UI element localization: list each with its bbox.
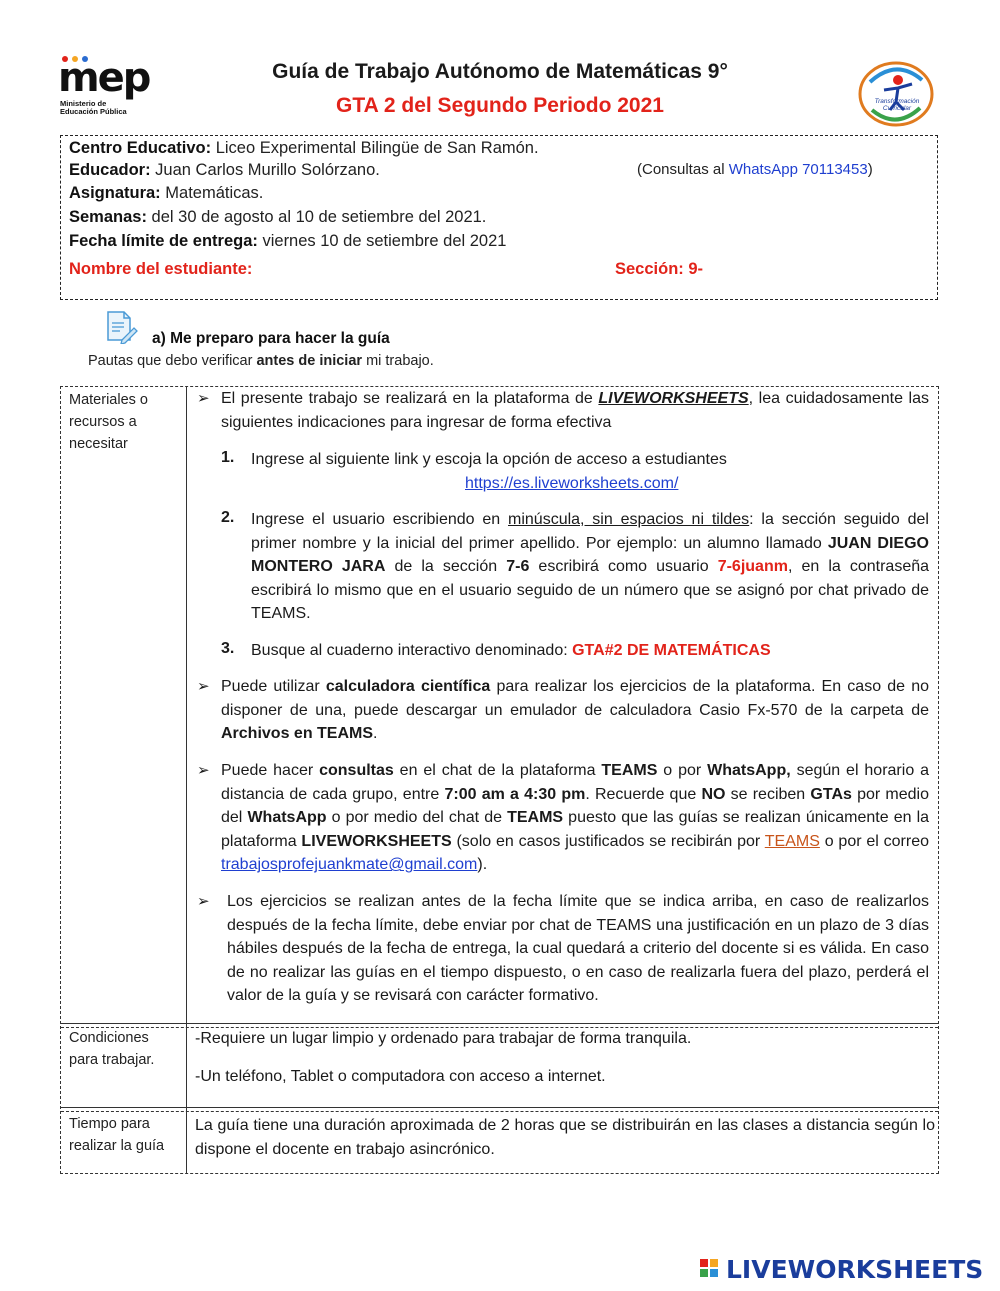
tc-logo-text	[866, 98, 928, 112]
liveworksheets-brand: LIVEWORKSHEETS	[726, 1255, 984, 1284]
step-2-number: 2.	[221, 509, 235, 526]
row1-label-line-1: Materiales o	[69, 392, 148, 408]
centro-label: Centro Educativo:	[69, 139, 212, 157]
teams-link[interactable]: TEAMS	[764, 832, 820, 850]
n2-c: de la sección	[385, 558, 507, 576]
row-divider-2b	[61, 1111, 938, 1112]
b3-teams: TEAMS	[601, 762, 658, 779]
n2-example-section: 7-6	[506, 558, 530, 576]
bullet-arrow-icon: ➢	[197, 893, 210, 910]
b3-hours: 7:00 am a 4:30 pm	[444, 785, 586, 803]
tc-logo-line-2: Curricular	[882, 105, 912, 112]
tiempo-text: La guía tiene una duración aproximada de 2 horas que se distribuirán en las clases a distancia según lo dispone el docente en trabajo asincrónico.	[195, 1117, 935, 1158]
row-label-materiales	[69, 389, 148, 455]
bullet-2-text	[221, 675, 929, 746]
b3-f: se reciben	[725, 785, 811, 803]
n2-example-name: JUAN DIEGO MONTERO JARA	[251, 534, 929, 576]
step-1-number: 1.	[221, 449, 235, 466]
nombre-estudiante-label: Nombre del estudiante:	[69, 260, 253, 278]
centro-educativo-line	[69, 139, 539, 158]
b3-e: . Recuerde que	[585, 785, 702, 803]
tc-logo-line-1: Transformación	[874, 98, 920, 105]
n2-underlined: minúscula, sin espacios ni tildes	[508, 511, 750, 528]
lw-square-blue	[710, 1269, 718, 1277]
n2-e: , en la contraseña escribirá lo mismo que en el usuario seguido de un número que se asignó por chat privado de TEAMS.	[251, 558, 930, 623]
requirements-table	[60, 386, 939, 1174]
seccion-label: Sección: 9-	[615, 260, 704, 278]
liveworksheets-footer-logo	[698, 1255, 998, 1285]
table-column-divider	[186, 387, 187, 1173]
page-subtitle: GTA 2 del Segundo Periodo 2021	[336, 94, 664, 117]
centro-value: Liceo Experimental Bilingüe de San Ramón.	[211, 139, 539, 157]
semanas-line	[69, 208, 486, 227]
mep-logo-text: mep	[58, 55, 150, 101]
b2-c: .	[373, 725, 378, 743]
fecha-value: viernes 10 de setiembre del 2021	[257, 232, 507, 250]
info-box	[60, 135, 938, 300]
email-link[interactable]: trabajosprofejuankmate@gmail.com	[221, 856, 478, 874]
n2-example-user: 7-6juanm	[717, 558, 788, 576]
transformacion-curricular-logo	[856, 60, 936, 128]
asignatura-value: Matemáticas.	[160, 184, 264, 202]
b3-k: o por el correo	[819, 832, 930, 850]
bullet-4-text: Los ejercicios se realizan antes de la fecha límite que se indica arriba, en caso de realizarlos después de la fecha límite, debe enviar por chat de TEAMS una justificación en un plazo de 3 días hábiles después de la fecha de entrega, la cual quedará a criterio del docente si es válida. En caso de no realizar las guías en el tiempo dispuesto, o en caso de realizarla fuera del plazo, perderá el valor de la guía y se revisará con carácter formativo.	[227, 893, 929, 1005]
educador-line	[69, 161, 380, 180]
n2-d: escribirá como usuario	[529, 558, 718, 576]
b3-liveworksheets: LIVEWORKSHEETS	[301, 832, 452, 850]
bullet-arrow-icon: ➢	[197, 390, 210, 407]
n3-notebook-name: GTA#2 DE MATEMÁTICAS	[572, 642, 771, 659]
section-a-subtitle	[88, 353, 434, 369]
b3-h: o por medio del chat de	[326, 809, 508, 827]
liveworksheets-link-line	[465, 472, 865, 496]
step-3-number: 3.	[221, 640, 235, 657]
row-label-tiempo	[69, 1113, 164, 1157]
bullet-arrow-icon: ➢	[197, 762, 210, 779]
b3-c: o por	[657, 762, 708, 779]
educador-value: Juan Carlos Murillo Solórzano.	[150, 161, 380, 179]
semanas-label: Semanas:	[69, 208, 147, 226]
step-3-text	[251, 639, 929, 663]
n3-text: Busque al cuaderno interactivo denominado:	[251, 642, 573, 659]
b3-a: Puede hacer	[221, 762, 320, 779]
fecha-label: Fecha límite de entrega:	[69, 232, 258, 250]
row1-label-line-3: necesitar	[69, 436, 128, 452]
subtitle-bold: antes de iniciar	[256, 353, 363, 369]
consultas-post: )	[867, 161, 873, 178]
b3-l: ).	[477, 856, 488, 874]
row-divider-2	[61, 1107, 938, 1108]
educador-label: Educador:	[69, 161, 151, 179]
asignatura-label: Asignatura:	[69, 184, 161, 202]
tc-logo-graphic	[856, 60, 936, 128]
row2-label-line-2: para trabajar.	[69, 1052, 155, 1068]
b3-i: puesto que las guías se realizan únicamente en la plataforma	[221, 809, 930, 850]
semanas-value: del 30 de agosto al 10 de setiembre del 2021.	[146, 208, 487, 226]
n2-b: : la sección seguido del primer nombre y la inicial del primer apellido. Por ejemplo: un alumno llamado	[251, 511, 929, 552]
b3-whatsapp-2: WhatsApp	[247, 809, 327, 827]
b2-calculadora: calculadora científica	[325, 678, 491, 695]
bullet-arrow-icon: ➢	[197, 678, 210, 695]
lw-square-yellow	[710, 1259, 718, 1267]
b1-pre: El presente trabajo se realizará en la plataforma de	[221, 390, 599, 407]
b3-gtas: GTAs	[810, 785, 852, 803]
asignatura-line	[69, 184, 263, 203]
bullet-1-text	[221, 387, 929, 434]
b3-b: en el chat de la plataforma	[393, 762, 602, 779]
page-title: Guía de Trabajo Autónomo de Matemáticas 9°	[272, 60, 728, 83]
b2-b: para realizar los ejercicios de la plataforma. En caso de no disponer de una, puede descargar un emulador de calculadora Casio Fx-570 de la carpeta de	[221, 678, 930, 719]
b3-no: NO	[701, 785, 726, 803]
fecha-limite-line	[69, 232, 506, 251]
condiciones-line-1: -Requiere un lugar limpio y ordenado para trabajar de forma tranquila.	[195, 1030, 692, 1047]
b2-archivos: Archivos en TEAMS	[221, 725, 374, 743]
b2-a: Puede utilizar	[221, 678, 326, 695]
row-label-condiciones	[69, 1027, 154, 1071]
consultas-pre: (Consultas al	[637, 161, 729, 178]
row2-label-line-1: Condiciones	[69, 1030, 149, 1046]
b3-j: (solo en casos justificados se recibirán por	[451, 832, 765, 850]
subtitle-pre: Pautas que debo verificar	[88, 353, 257, 369]
row3-label-line-2: realizar la guía	[69, 1138, 165, 1154]
b3-teams-2: TEAMS	[507, 809, 564, 827]
n2-a: Ingrese el usuario escribiendo en	[251, 511, 509, 528]
bullet-3-text	[221, 759, 929, 877]
consultas-whatsapp	[637, 161, 873, 178]
liveworksheets-link[interactable]: https://es.liveworksheets.com/	[465, 475, 679, 492]
lw-square-green	[700, 1269, 708, 1277]
b3-g: por medio del	[221, 785, 929, 827]
b3-d: según el horario a distancia de cada grupo, entre	[221, 762, 930, 803]
b1-post: , lea cuidadosamente las siguientes indicaciones para ingresar de forma efectiva	[221, 390, 930, 431]
b3-whatsapp: WhatsApp,	[707, 762, 791, 779]
section-a-title: a) Me preparo para hacer la guía	[152, 330, 390, 347]
mep-sub-line-2: Educación Pública	[60, 107, 127, 116]
document-pencil-icon	[104, 310, 138, 344]
step-1-text: Ingrese al siguiente link y escoja la opción de acceso a estudiantes	[251, 451, 727, 468]
mep-sub-line-1: Ministerio de	[60, 99, 107, 108]
b1-liveworksheets: LIVEWORKSHEETS	[598, 390, 749, 407]
step-2-text	[251, 508, 929, 626]
row3-label-line-1: Tiempo para	[69, 1116, 150, 1132]
subtitle-post: mi trabajo.	[362, 353, 434, 369]
condiciones-line-2: -Un teléfono, Tablet o computadora con acceso a internet.	[195, 1068, 606, 1085]
row-divider-1	[61, 1023, 938, 1024]
lw-square-red	[700, 1259, 708, 1267]
b3-consultas: consultas	[319, 762, 394, 779]
whatsapp-link[interactable]: WhatsApp 70113453	[728, 161, 868, 178]
row1-label-line-2: recursos a	[69, 414, 137, 430]
